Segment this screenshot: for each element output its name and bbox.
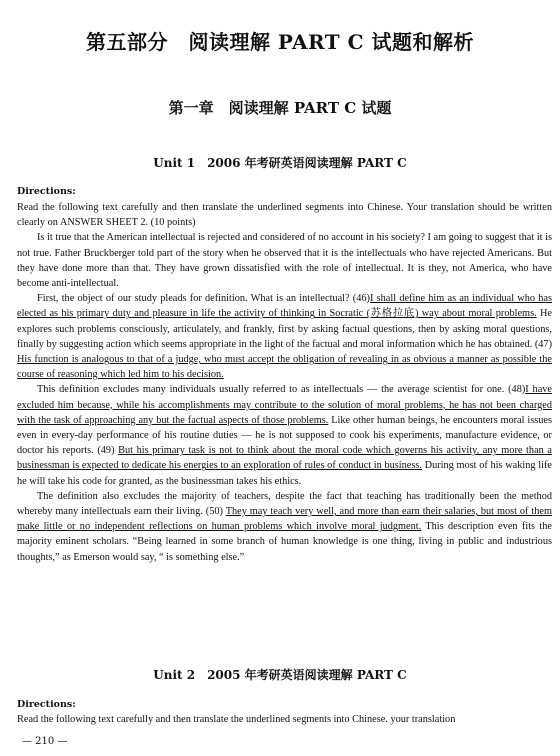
p3-text-a: This definition excludes many individuals usually referred to as intellectuals — the average scientist for one. (48) [37,384,526,396]
unit1-directions-text: Read the following text carefully and then translate the underlined segments into Chinese. Your translation should be written clearly on ANSWER SHEET 2. (10 points) [17,202,552,229]
unit1-title: Unit 1 2006 年考研英语阅读理解 PART C [153,156,407,170]
page-number: — 210 — [22,736,68,747]
unit2-passage [17,712,552,727]
p3-text-c: During most of his waking life he will take his code for granted, as the businessman takes his ethics. [17,460,552,487]
p2-text-a: First, the object of our study pleads for definition. What is an intellectual? (46) [37,293,370,305]
unit2-directions-label: Directions: [17,699,76,710]
sentence-46: I shall define him as an individual who has elected as his primary duty and pleasure in life the activity of thinking in Socratic (苏格拉底) way about moral problems. [17,293,552,320]
paragraph-4 [17,489,552,565]
p4-text-b: This description even fits the majority eminent scholars. “Being learned in some branch of human knowledge is one thing, living in public and industrious thoughts,” as Emerson would say, “ is something else.” [17,521,552,563]
sentence-48: I have excluded him because, while his accomplishments may contribute to the solution of moral problems, he has not been charged with the task of approaching any but the factual aspects of those problems. [17,384,552,426]
unit1-passage [17,200,552,565]
paragraph-1: Is it true that the American intellectual is rejected and considered of no account in his society? I am going to suggest that it is not true. Father Bruckberger told part of the story when he observed that it is the intellectuals who have rejected Americans. But they have done more than that. They have grown dissatisfied with the role of intellectual. It is they, not America, who have become anti-intellectual. [17,232,552,290]
sentence-47: His function is analogous to that of a judge, who must accept the obligation of revealing in as obvious a manner as possible the course of reasoning which led him to his decision. [17,354,552,381]
p4-text-a: The definition also excludes the majority of teachers, despite the fact that teaching has traditionally been the method whereby many intellectuals earn their living. (50) [17,490,552,518]
unit2-directions-text: Read the following text carefully and then translate the underlined segments into Chinese. your translation [17,714,456,725]
unit2-title: Unit 2 2005 年考研英语阅读理解 PART C [153,668,407,682]
p3-text-b: Like other human beings, he encounters moral issues even in every-day performance of his routine duties — he is not supposed to cook his experiments, manufacture evidence, or doctor his reports. (49) [17,414,552,457]
paragraph-2 [17,291,552,382]
sentence-49: But his primary task is not to think about the moral code which governs his activity, any more than a businessman is expected to dedicate his energies to an exploration of rules of conduct in business. [17,445,552,472]
unit1-directions-label: Directions: [17,186,76,197]
p2-text-b: He explores such problems consciously, articulately, and frankly, first by asking factual questions, then by asking moral questions, finally by suggesting action which seems appropriate in the light of the factual and moral information which he has obtained. (47) [17,308,553,350]
part-title: 第五部分 阅读理解 PART C 试题和解析 [85,30,475,54]
sentence-50: They may teach very well, and more than earn their salaries, but most of them make little or no independent reflections on human problems which involve moral judgment. [17,506,552,533]
paragraph-3 [17,382,552,488]
chapter-title: 第一章 阅读理解 PART C 试题 [168,99,392,117]
